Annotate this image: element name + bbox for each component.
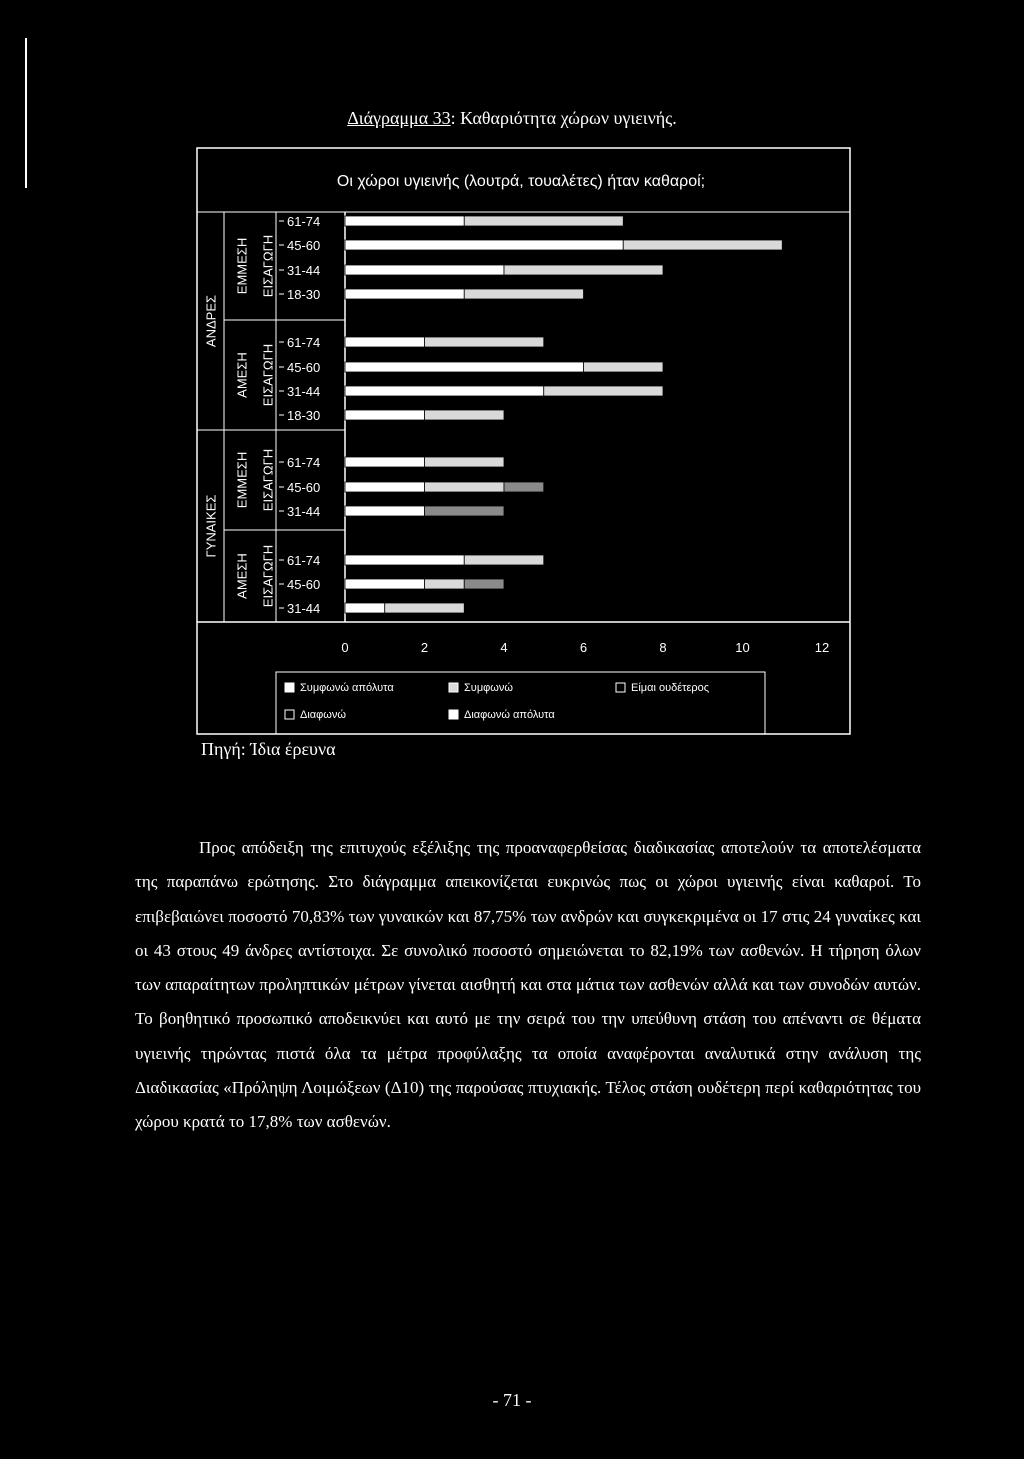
legend-label: Διαφωνώ	[300, 709, 346, 721]
bar-segment	[425, 457, 505, 467]
x-tick-label: 0	[341, 640, 349, 655]
x-axis-tick-labels	[341, 640, 829, 655]
age-tick-label: 31-44	[287, 384, 321, 399]
bar-segment	[385, 603, 465, 613]
age-tick-label: 45-60	[287, 480, 321, 495]
body-text	[135, 831, 921, 1140]
category-label: ΑΜΕΣΗ	[234, 553, 250, 599]
age-tick-labels	[279, 214, 320, 616]
bar-segment	[345, 603, 385, 613]
category-label: ΕΙΣΑΓΩΓΗ	[260, 448, 276, 512]
bar-segment	[425, 410, 505, 420]
x-tick-label: 10	[735, 640, 750, 655]
age-tick-label: 61-74	[287, 335, 321, 350]
bar-segment	[464, 579, 504, 589]
bar-segment	[623, 240, 782, 250]
gender-label: ΑΝΔΡΕΣ	[203, 294, 219, 348]
bars	[345, 216, 782, 613]
gender-label: ΓΥΝΑΙΚΕΣ	[203, 494, 219, 558]
bar-segment	[345, 240, 623, 250]
category-label: ΕΙΣΑΓΩΓΗ	[260, 544, 276, 608]
chart-outer-border	[197, 148, 850, 734]
bar-segment	[345, 386, 544, 396]
category-label: ΕΜΜΕΣΗ	[234, 451, 250, 509]
x-tick-label: 4	[500, 640, 508, 655]
bar-segment	[345, 482, 425, 492]
legend-label: Είμαι ουδέτερος	[631, 682, 710, 694]
x-tick-label: 12	[814, 640, 830, 655]
category-label: ΕΜΜΕΣΗ	[234, 237, 250, 295]
legend-label: Συμφωνώ	[464, 682, 513, 694]
page-number: - 71 -	[492, 1390, 532, 1410]
x-tick-label: 6	[579, 640, 588, 655]
legend-swatch	[449, 683, 458, 692]
bar-segment	[345, 337, 425, 347]
bar-segment	[544, 386, 663, 396]
x-tick-label: 8	[659, 640, 667, 655]
group-labels	[204, 235, 276, 607]
x-tick-label: 2	[420, 640, 429, 655]
age-tick-label: 61-74	[287, 553, 321, 568]
category-label: ΕΙΣΑΓΩΓΗ	[260, 234, 276, 298]
legend-swatch	[616, 683, 625, 692]
bar-segment	[425, 506, 505, 516]
category-label: ΕΙΣΑΓΩΓΗ	[260, 343, 276, 407]
legend-label: Διαφωνώ απόλυτα	[464, 709, 555, 721]
age-tick-label: 18-30	[287, 287, 321, 302]
bar-segment	[425, 579, 465, 589]
bar-segment	[464, 289, 583, 299]
bar-segment	[504, 265, 663, 275]
bar-segment	[345, 410, 425, 420]
chart-frame	[197, 148, 850, 734]
age-tick-label: 18-30	[287, 408, 321, 423]
source-note: Πηγή: Ίδια έρευνα	[201, 739, 336, 759]
age-tick-label: 45-60	[287, 360, 321, 375]
bar-segment	[345, 555, 464, 565]
bar-segment	[504, 482, 544, 492]
legend-swatch	[285, 683, 294, 692]
age-tick-label: 31-44	[287, 263, 321, 278]
bar-segment	[345, 289, 464, 299]
bar-segment	[425, 337, 544, 347]
category-label: ΑΜΕΣΗ	[234, 352, 250, 398]
bar-segment	[425, 482, 505, 492]
age-tick-label: 45-60	[287, 238, 321, 253]
age-tick-label: 31-44	[287, 601, 321, 616]
age-tick-label: 45-60	[287, 577, 321, 592]
bar-segment	[345, 506, 425, 516]
legend-label: Συμφωνώ απόλυτα	[300, 682, 394, 694]
diagram-caption-number: Διάγραμμα 33	[347, 108, 451, 128]
chart-title: Οι χώροι υγιεινής (λουτρά, τουαλέτες) ήταν καθαροί;	[336, 173, 706, 190]
age-tick-label: 61-74	[287, 214, 321, 229]
legend-swatch	[285, 710, 294, 719]
bar-segment	[584, 362, 664, 372]
bar-segment	[345, 579, 425, 589]
legend	[285, 682, 709, 721]
bar-segment	[345, 362, 584, 372]
diagram-caption-text: : Καθαριότητα χώρων υγιεινής.	[450, 108, 677, 128]
bar-segment	[464, 216, 623, 226]
age-tick-label: 61-74	[287, 455, 321, 470]
bar-segment	[345, 216, 464, 226]
age-tick-label: 31-44	[287, 504, 321, 519]
bar-segment	[464, 555, 544, 565]
bar-segment	[345, 265, 504, 275]
body-paragraph: Προς απόδειξη της επιτυχούς εξέλιξης της προαναφερθείσας διαδικασίας αποτελούν τα αποτελέσματα της παραπάνω ερώτησης. Στο διάγραμμα απεικονίζεται ευκρινώς πως οι χώροι υγιεινής είναι καθαροί. Το επιβεβαιώνει ποσοστό 70,83% των γυναικών και 87,75% των ανδρών και συγκεκριμένα οι 17 στις 24 γυναίκες και οι 43 στους 49 άνδρες αντίστοιχα. Σε συνολικό ποσοστό σημειώνεται το 82,19% των ασθενών. Η τήρηση όλων των απαραίτητων προληπτικών μέτρων γίνεται αισθητή και στα μάτια των ασθενών αλλά και των συνοδών αυτών. Το βοηθητικό προσωπικό αποδεικνύει και αυτό με την σειρά του την υπεύθυνη στάση του απέναντι σε θέματα υγιεινής τηρώντας πιστά όλα τα μέτρα προφύλαξης τα οποία αναφέρονται αναλυτικά στην ανάλυση της Διαδικασίας «Πρόληψη Λοιμώξεων (Δ10) της παρούσας πτυχιακής. Τέλος στάση ουδέτερη περί καθαριότητας του χώρου κρατά το 17,8% των ασθενών.	[135, 838, 921, 1132]
bar-segment	[345, 457, 425, 467]
legend-swatch	[449, 710, 458, 719]
